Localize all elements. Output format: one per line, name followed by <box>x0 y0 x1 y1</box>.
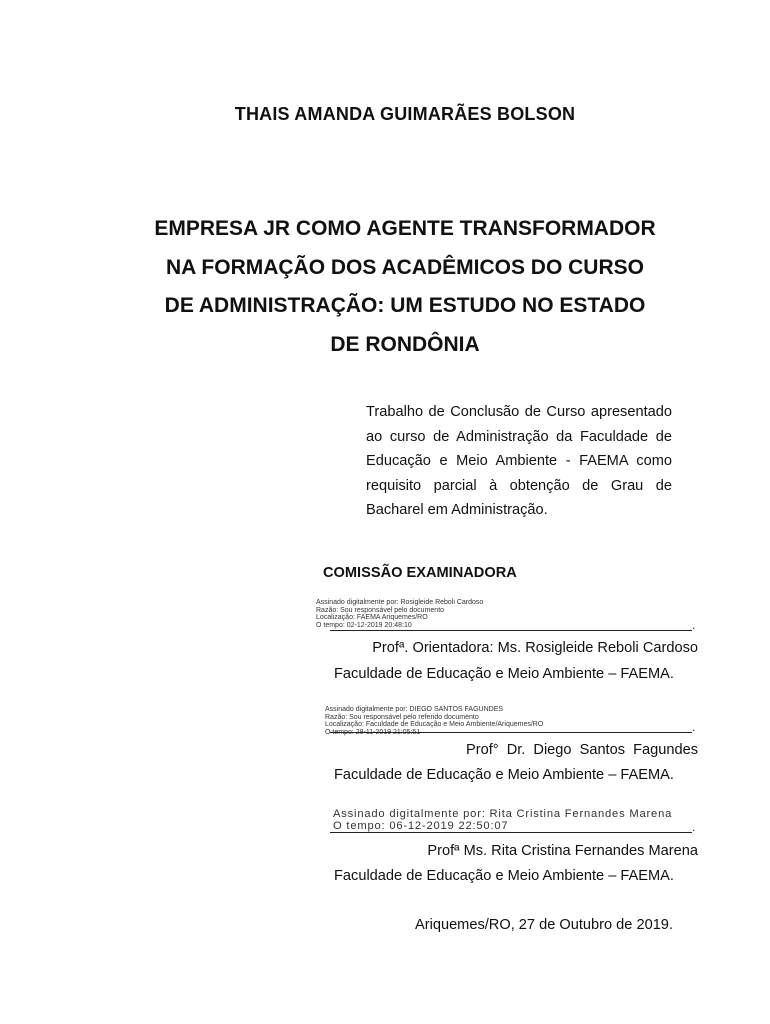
signature-line: O tempo: 28-11-2019 21:05:51 <box>325 728 421 736</box>
title-line: DE ADMINISTRAÇÃO: UM ESTUDO NO ESTADO <box>164 294 646 317</box>
title-line: DE RONDÔNIA <box>330 332 480 356</box>
thesis-description: Trabalho de Conclusão de Curso apresentado ao curso de Administração da Faculdade de Educação e Meio Ambiente - FAEMA como requisito parcial à obtenção de Grau de Bacharel em Administração. <box>366 404 672 518</box>
rule-end-mark: . <box>692 820 696 834</box>
signature-line: Assinado digitalmente por: Rita Cristina Fernandes Marena <box>333 808 673 820</box>
examiner-name-2: Prof° Dr. Diego Santos Fagundes <box>466 742 698 758</box>
examiner-name-1: Profª. Orientadora: Ms. Rosigleide Reboli Cardoso <box>372 640 698 656</box>
rule-end-mark: . <box>692 618 696 632</box>
signature-line: O tempo: 06-12-2019 22:50:07 <box>333 820 509 832</box>
rule-end-mark: . <box>692 720 696 734</box>
signature-rule-2 <box>330 732 692 733</box>
signature-line: Localização: FAEMA Ariquemes/RO <box>316 614 428 622</box>
digital-signature-3 <box>333 808 672 832</box>
signature-line: O tempo: 02-12-2019 20:48:10 <box>316 621 412 629</box>
signature-line: Assinado digitalmente por: Rosigleide Reboli Cardoso <box>316 599 484 606</box>
place-and-date: Ariquemes/RO, 27 de Outubro de 2019. <box>415 917 673 933</box>
author-name: THAIS AMANDA GUIMARÃES BOLSON <box>234 104 576 124</box>
thesis-title <box>100 210 710 364</box>
signature-line: Razão: Sou responsável pelo documento <box>316 606 445 614</box>
examiner-institution-1: Faculdade de Educação e Meio Ambiente – FAEMA. <box>334 666 674 682</box>
examiner-institution-2: Faculdade de Educação e Meio Ambiente – FAEMA. <box>334 767 674 783</box>
examiner-institution-3: Faculdade de Educação e Meio Ambiente – FAEMA. <box>334 868 674 884</box>
title-line: NA FORMAÇÃO DOS ACADÊMICOS DO CURSO <box>166 255 644 279</box>
title-line: EMPRESA JR COMO AGENTE TRANSFORMADOR <box>154 217 656 240</box>
signature-rule-3 <box>330 832 692 833</box>
digital-signature-1 <box>316 599 483 629</box>
examiner-name-3: Profª Ms. Rita Cristina Fernandes Marena <box>427 843 698 859</box>
signature-line: Localização: Faculdade de Educação e Meio Ambiente/Ariquemes/RO <box>325 721 544 729</box>
commission-heading: COMISSÃO EXAMINADORA <box>323 565 517 581</box>
signature-rule-1 <box>330 630 692 631</box>
signature-line: Razão: Sou responsável pelo referido documento <box>325 713 479 721</box>
signature-line: Assinado digitalmente por: DIEGO SANTOS FAGUNDES <box>325 706 504 713</box>
